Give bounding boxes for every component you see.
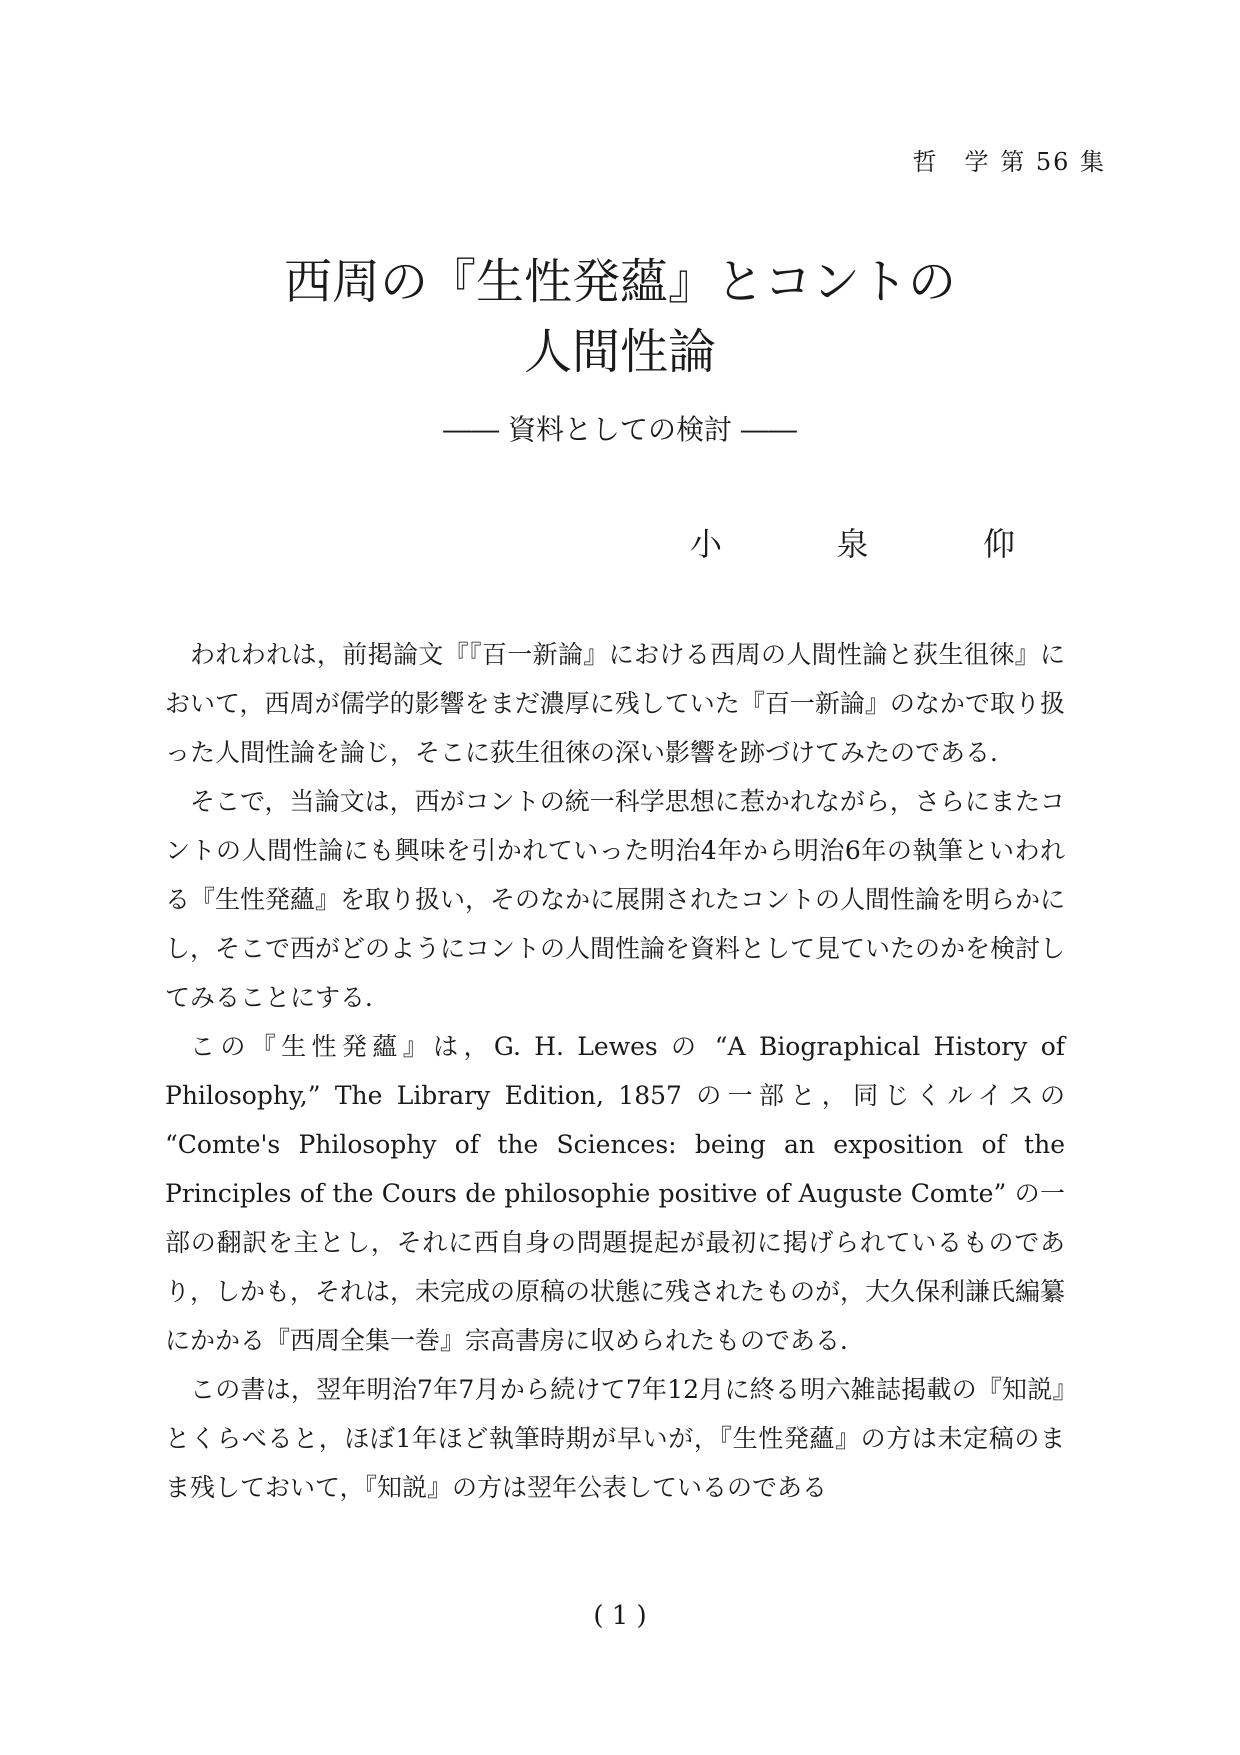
paragraph: この『生性発蘊』は，G. H. Lewes の “A Biographical History of Philosophy,” The Library Edition, 1857 の一部と，同じくルイスの “Comte's Philosophy of the Sciences: being an exposition of the Principles of the Cours de philosophie positive of Auguste Comte” の一部の翻訳を主とし，それに西自身の問題提起が最初に掲げられているものであり，しかも，それは，未完成の原稿の状態に残されたものが，大久保利謙氏編纂にかかる『西周全集一巻』宗高書房に収められたものである．: [165, 1032, 1066, 1355]
author-char-1: 小: [690, 525, 723, 563]
paragraph: われわれは，前掲論文『『百一新論』における西周の人間性論と荻生徂徠』において，西周が儒学的影響をまだ濃厚に残していた『百一新論』のなかで取り扱った人間性論を論じ，そこに荻生徂徠の深い影響を跡づけてみたのである．: [165, 640, 1065, 767]
paragraph: この書は，翌年明治7年7月から続けて7年12月に終る明六雑誌掲載の『知説』とくらべると，ほぼ1年ほど執筆時期が早いが，『生性発蘊』の方は未定稿のまま残しておいて，『知説』の方は翌年公表しているのである: [165, 1375, 1065, 1502]
paper-subtitle: ―― 資料としての検討 ――: [443, 413, 797, 446]
body-text: [165, 630, 1065, 1512]
author-char-3: 仰: [982, 525, 1015, 563]
author-name: [690, 524, 1015, 564]
page-number: ( 1 ): [593, 1601, 647, 1631]
paper-title-line-1: 西周の『生性発蘊』とコントの: [283, 254, 956, 310]
paragraph: そこで，当論文は，西がコントの統一科学思想に惹かれながら，さらにまたコントの人間性論にも興味を引かれていった明治4年から明治6年の執筆といわれる『生性発蘊』を取り扱い，そのなかに展開されたコントの人間性論を明らかにし，そこで西がどのようにコントの人間性論を資料として見ていたのかを検討してみることにする．: [165, 787, 1066, 1012]
journal-header: 哲 学 第 56 集: [912, 148, 1106, 176]
author-char-2: 泉: [836, 525, 869, 563]
paper-title-line-2: 人間性論: [523, 324, 716, 380]
